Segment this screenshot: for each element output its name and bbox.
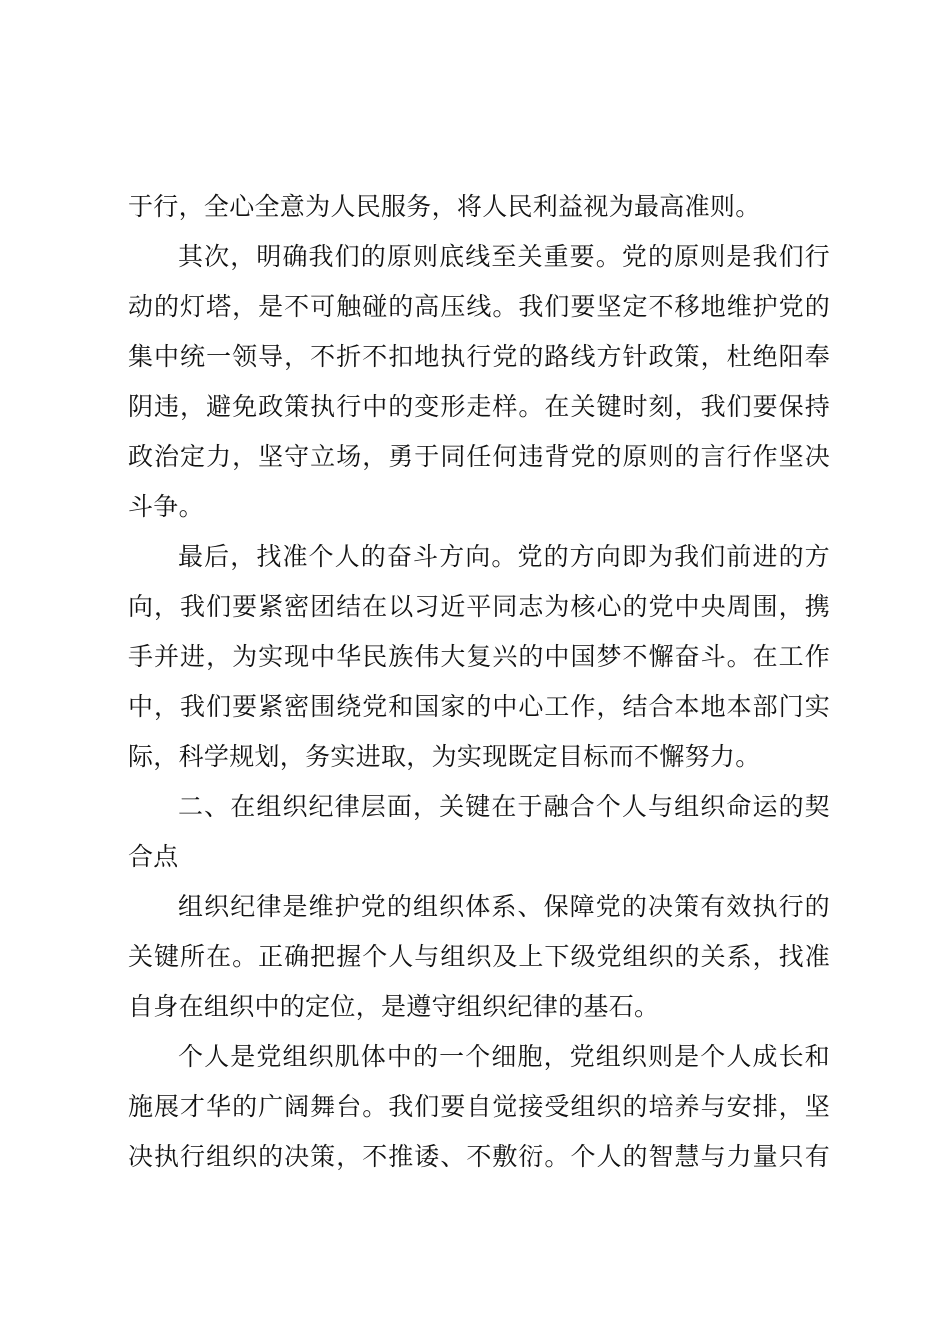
paragraph-start-line: 最后，找准个人的奋斗方向。党的方向即为我们前进的方 [178,542,830,571]
text-line: 动的灯塔，是不可触碰的高压线。我们要坚定不移地维护党的 [128,292,830,321]
text-line: 斗争。 [128,492,204,521]
text-line: 决执行组织的决策，不推诿、不敷衍。个人的智慧与力量只有 [128,1142,830,1171]
text-line: 中，我们要紧密围绕党和国家的中心工作，结合本地本部门实 [128,692,830,721]
text-line: 集中统一领导，不折不扣地执行党的路线方针政策，杜绝阳奉 [128,342,830,371]
paragraph-start-line: 个人是党组织肌体中的一个细胞，党组织则是个人成长和 [178,1042,830,1071]
text-line: 关键所在。正确把握个人与组织及上下级党组织的关系，找准 [128,942,830,971]
section-heading-line: 合点 [128,842,179,871]
text-line: 施展才华的广阔舞台。我们要自觉接受组织的培养与安排，坚 [128,1092,830,1121]
section-heading-line: 二、在组织纪律层面，关键在于融合个人与组织命运的契 [178,792,830,821]
text-line: 手并进，为实现中华民族伟大复兴的中国梦不懈奋斗。在工作 [128,642,830,671]
text-line: 阴违，避免政策执行中的变形走样。在关键时刻，我们要保持 [128,392,830,421]
text-line: 自身在组织中的定位，是遵守组织纪律的基石。 [128,992,660,1021]
paragraph-start-line: 其次，明确我们的原则底线至关重要。党的原则是我们行 [178,242,830,271]
text-line: 于行，全心全意为人民服务，将人民利益视为最高准则。 [128,192,761,221]
text-line: 际，科学规划，务实进取，为实现既定目标而不懈努力。 [128,742,761,771]
text-line: 向，我们要紧密团结在以习近平同志为核心的党中央周围，携 [128,592,830,621]
paragraph-start-line: 组织纪律是维护党的组织体系、保障党的决策有效执行的 [178,892,830,921]
text-line: 政治定力，坚守立场，勇于同任何违背党的原则的言行作坚决 [128,442,830,471]
